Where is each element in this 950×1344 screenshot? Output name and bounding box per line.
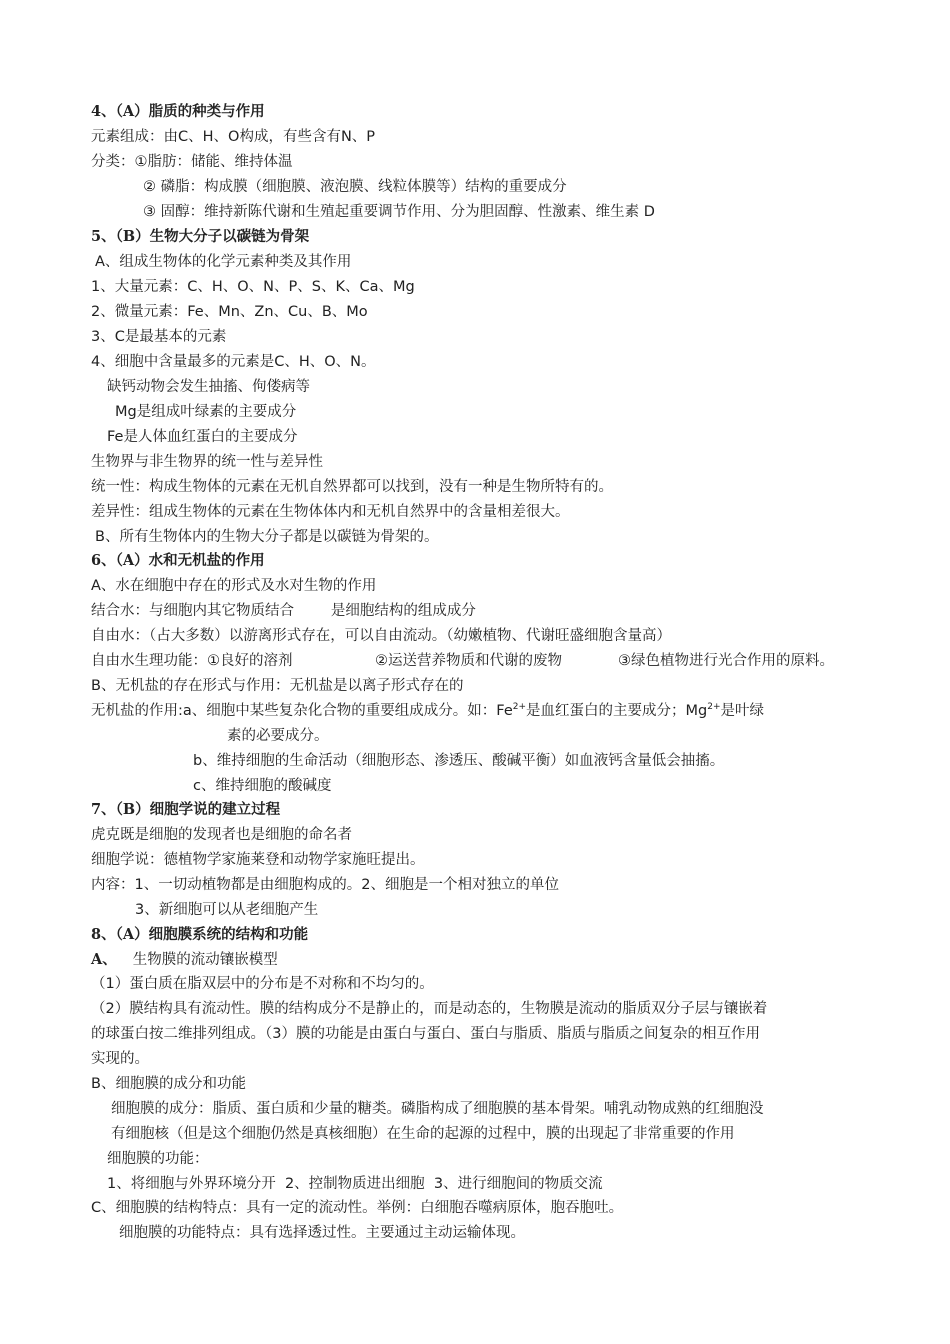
- membrane-point-1: （1）蛋白质在脂双层中的分布是不对称和不均匀的。: [91, 976, 434, 992]
- salt-sub-b: B、无机盐的存在形式与作用：无机盐是以离子形式存在的: [91, 678, 464, 694]
- cell-theory-text: 细胞学说：德植物学家施莱登和动物学家施旺提出。: [91, 852, 425, 868]
- free-water-function-3: ③绿色植物进行光合作用的原料。: [618, 653, 834, 669]
- lipid-class-phospholipid: ② 磷脂：构成膜（细胞膜、液泡膜、线粒体膜等）结构的重要成分: [143, 179, 567, 195]
- macro-sub-b: B、所有生物体内的生物大分子都是以碳链为骨架的。: [95, 529, 439, 545]
- lipid-class-fat: 分类：①脂肪：储能、维持体温: [91, 154, 293, 170]
- membrane-point-2-line-2: 的球蛋白按二维排列组成。（3）膜的功能是由蛋白与蛋白、蛋白与脂质、脂质与脂质之间复杂的相互作用: [91, 1026, 760, 1042]
- salt-function-b: b、维持细胞的生命活动（细胞形态、渗透压、酸碱平衡）如血液钙含量低会抽搐。: [193, 753, 725, 769]
- membrane-sub-b: B、细胞膜的成分和功能: [91, 1076, 246, 1092]
- macro-item-4: 4、细胞中含量最多的元素是C、H、O、N。: [91, 354, 376, 370]
- salt-function-a-continued: 素的必要成分。: [227, 728, 329, 744]
- membrane-point-2-line-3: 实现的。: [91, 1051, 149, 1067]
- membrane-composition-line-2: 有细胞核（但是这个细胞仍然是真核细胞）在生命的起源的过程中，膜的出现起了非常重要的作用: [111, 1126, 735, 1142]
- difference-text: 差异性：组成生物体的元素在生物体体内和无机自然界中的含量相差很大。: [91, 504, 570, 520]
- macro-item-1: 1、大量元素：C、H、O、N、P、S、K、Ca、Mg: [91, 279, 415, 295]
- macro-item-2: 2、微量元素：Fe、Mn、Zn、Cu、B、Mo: [91, 304, 368, 320]
- membrane-function-title: 细胞膜的功能：: [107, 1151, 209, 1167]
- unity-text: 统一性：构成生物体的元素在无机自然界都可以找到，没有一种是生物所特有的。: [91, 479, 613, 495]
- bound-water: 结合水：与细胞内其它物质结合 是细胞结构的组成成分: [91, 603, 476, 619]
- salt-function-a-part3: 是叶绿: [720, 703, 765, 719]
- membrane-composition-line-1: 细胞膜的成分：脂质、蛋白质和少量的糖类。磷脂构成了细胞膜的基本骨架。哺乳动物成熟的红细胞没: [111, 1101, 764, 1117]
- section-heading-lipids: 4、（A）脂质的种类与作用: [91, 103, 265, 120]
- calcium-note: 缺钙动物会发生抽搐、佝偻病等: [107, 379, 310, 395]
- salt-function-a-part1: 无机盐的作用:a、细胞中某些复杂化合物的重要组成成分。如：Fe: [91, 703, 513, 719]
- membrane-point-2-line-1: （2）膜结构具有流动性。膜的结构成分不是静止的，而是动态的，生物膜是流动的脂质双分子层与镶嵌着: [91, 1001, 768, 1017]
- free-water-function-1: 自由水生理功能：①良好的溶剂: [91, 653, 293, 669]
- membrane-sub-a-label: A、: [91, 951, 117, 968]
- salt-function-c: c、维持细胞的酸碱度: [193, 778, 332, 794]
- lipid-class-sterol: ③ 固醇：维持新陈代谢和生殖起重要调节作用、分为胆固醇、性激素、维生素 D: [143, 204, 655, 220]
- membrane-function-list: 1、将细胞与外界环境分开 2、控制物质进出细胞 3、进行细胞间的物质交流: [107, 1176, 603, 1192]
- free-water: 自由水：（占大多数）以游离形式存在，可以自由流动。（幼嫩植物、代谢旺盛细胞含量高）: [91, 628, 671, 644]
- section-heading-membrane: 8、（A）细胞膜系统的结构和功能: [91, 926, 309, 943]
- section-heading-water-salts: 6、（A）水和无机盐的作用: [91, 552, 265, 569]
- water-sub-a: A、水在细胞中存在的形式及水对生物的作用: [91, 578, 377, 594]
- macro-item-3: 3、C是最基本的元素: [91, 329, 227, 345]
- salt-function-a-part2: 是血红蛋白的主要成分；Mg: [526, 703, 708, 719]
- salt-function-a: [91, 701, 764, 721]
- mg-charge: 2+: [707, 702, 721, 713]
- membrane-sub-a: [91, 950, 278, 970]
- cell-theory-content-3: 3、新细胞可以从老细胞产生: [135, 902, 319, 918]
- unity-title: 生物界与非生物界的统一性与差异性: [91, 454, 323, 470]
- membrane-function-feature: 细胞膜的功能特点：具有选择透过性。主要通过主动运输体现。: [119, 1225, 525, 1241]
- membrane-sub-a-text: 生物膜的流动镶嵌模型: [132, 952, 278, 968]
- lipid-composition: 元素组成：由C、H、O构成，有些含有N、P: [91, 129, 376, 145]
- macro-sub-a: A、组成生物体的化学元素种类及其作用: [95, 254, 352, 270]
- free-water-function-2: ②运送营养物质和代谢的废物: [375, 653, 562, 669]
- iron-note: Fe是人体血红蛋白的主要成分: [107, 429, 298, 445]
- section-heading-cell-theory: 7、（B）细胞学说的建立过程: [91, 801, 281, 818]
- magnesium-note: Mg是组成叶绿素的主要成分: [115, 404, 297, 420]
- cell-theory-content: 内容：1、一切动植物都是由细胞构成的。2、细胞是一个相对独立的单位: [91, 877, 559, 893]
- section-heading-macromolecules: 5、（B）生物大分子以碳链为骨架: [91, 228, 310, 245]
- fe-charge: 2+: [512, 702, 527, 713]
- hooke-text: 虎克既是细胞的发现者也是细胞的命名者: [91, 827, 352, 843]
- membrane-sub-c: C、细胞膜的结构特点：具有一定的流动性。举例：白细胞吞噬病原体，胞吞胞吐。: [91, 1200, 624, 1216]
